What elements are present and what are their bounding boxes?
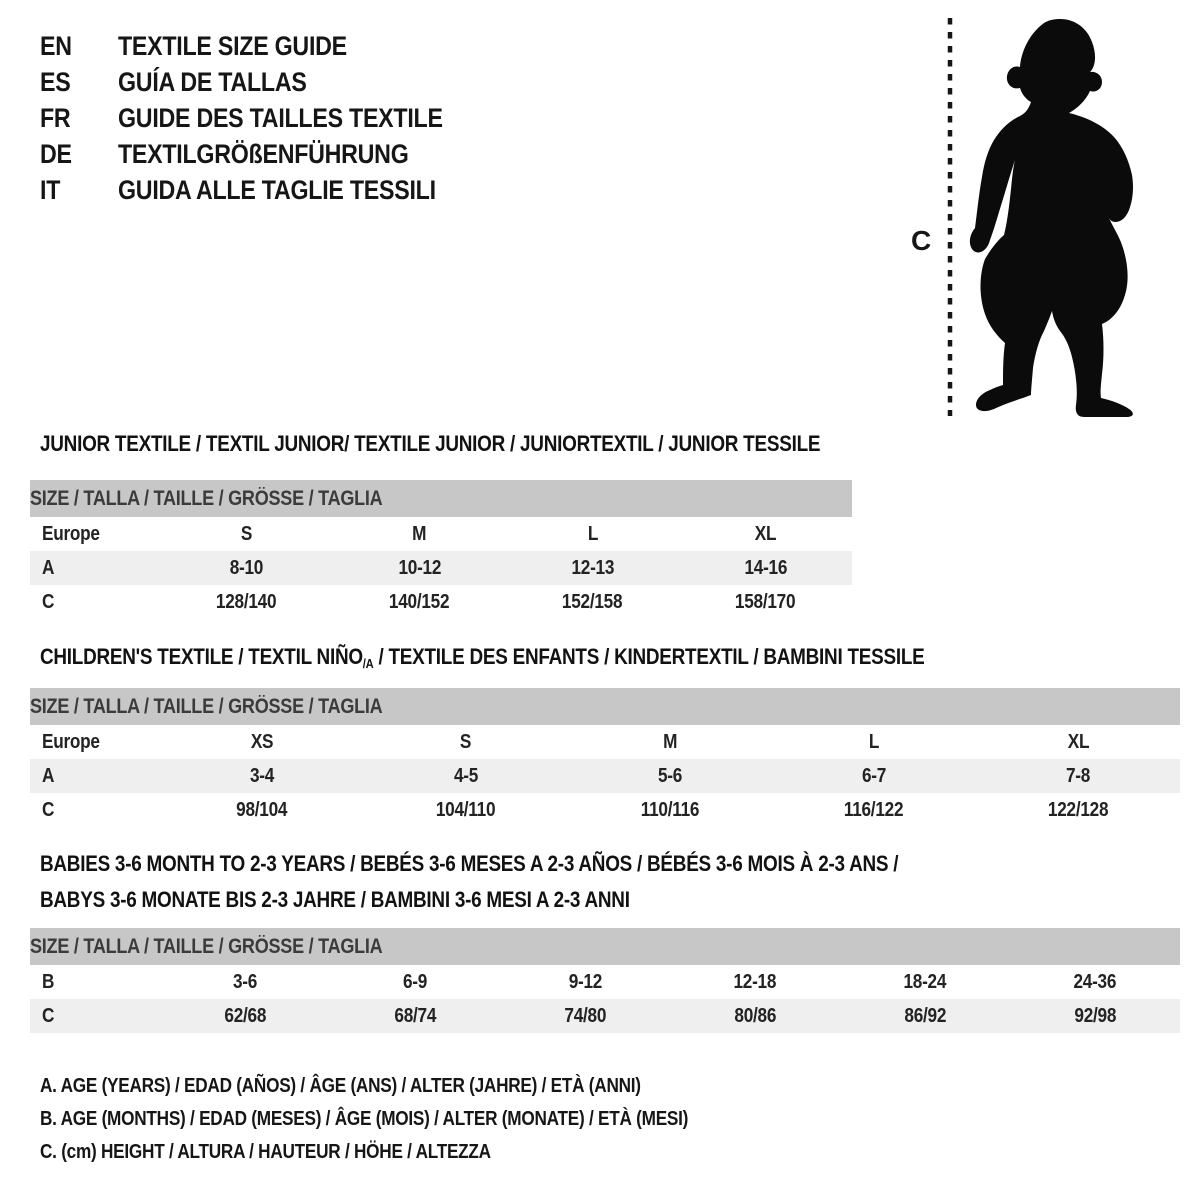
value-cell: 116/122 — [844, 798, 904, 821]
value-cell: 122/128 — [1047, 798, 1109, 821]
value-cell: 128/140 — [216, 590, 277, 613]
language-row-it — [40, 172, 496, 208]
value-cell: 7-8 — [976, 759, 1180, 793]
title-subscript: /A — [362, 656, 374, 671]
size-column-header: XL — [1067, 730, 1089, 753]
value-cell: 140/152 — [389, 590, 450, 613]
junior-size-table — [30, 480, 852, 619]
language-label: TEXTILE SIZE GUIDE — [118, 30, 347, 61]
language-row-en — [40, 28, 496, 64]
value-cell: 62/68 — [160, 999, 330, 1033]
language-label: GUÍA DE TALLAS — [118, 66, 307, 97]
size-header-bar: SIZE / TALLA / TAILLE / GRÖSSE / TAGLIA — [30, 928, 1180, 965]
language-row-de — [40, 136, 496, 172]
value-cell: 10-12 — [333, 551, 506, 585]
language-list — [40, 28, 496, 208]
babies-section-title: BABIES 3-6 MONTH TO 2-3 YEARS / BEBÉS 3-6 MESES A 2-3 AÑOS / BÉBÉS 3-6 MOIS À 2-3 ANS / BABYS 3-6 MONATE BIS 2-3 JAHRE / BAMBINI 3-6 MESI A 2-3 ANNI — [40, 851, 899, 912]
children-section-title: CHILDREN'S TEXTILE / TEXTIL NIÑO/A / TEXTILE DES ENFANTS / KINDERTEXTIL / BAMBINI TESSILE — [40, 644, 925, 671]
value-cell: 98/104 — [236, 798, 288, 821]
value-cell: 92/98 — [1010, 999, 1180, 1033]
table-row-height — [30, 999, 1180, 1033]
legend-line-b: B. AGE (MONTHS) / EDAD (MESES) / ÂGE (MOIS) / ALTER (MONATE) / ETÀ (MESI) — [40, 1108, 689, 1130]
row-label: C — [42, 798, 55, 821]
row-label: C — [42, 590, 55, 613]
value-cell: 8-10 — [160, 551, 333, 585]
height-measure-figure — [893, 10, 1155, 424]
value-cell: 68/74 — [330, 999, 500, 1033]
baby-silhouette — [970, 19, 1133, 417]
measure-label-c: C — [911, 225, 931, 256]
size-column-header: L — [868, 730, 880, 753]
language-code: DE — [40, 138, 72, 169]
row-label: C — [30, 999, 160, 1033]
language-code: IT — [40, 174, 61, 205]
language-code: FR — [40, 102, 71, 133]
language-label: TEXTILGRÖßENFÜHRUNG — [118, 138, 409, 169]
size-column-header: S — [460, 730, 472, 753]
size-header-row — [30, 928, 1180, 965]
value-cell: 9-12 — [568, 970, 602, 993]
column-header-row — [30, 725, 1180, 759]
language-row-fr — [40, 100, 496, 136]
measure-legend — [40, 1070, 794, 1169]
value-cell: 5-6 — [568, 759, 772, 793]
value-cell: 86/92 — [840, 999, 1010, 1033]
size-header-row — [30, 480, 852, 517]
children-size-table — [30, 688, 1180, 827]
size-column-header: L — [587, 522, 598, 545]
table-row-age — [30, 551, 852, 585]
language-code: EN — [40, 30, 72, 61]
size-column-header: S — [240, 522, 253, 545]
size-column-header: XS — [250, 730, 274, 753]
legend-line-a: A. AGE (YEARS) / EDAD (AÑOS) / ÂGE (ANS) / ALTER (JAHRE) / ETÀ (ANNI) — [40, 1075, 641, 1097]
junior-section-title: JUNIOR TEXTILE / TEXTIL JUNIOR/ TEXTILE JUNIOR / JUNIORTEXTIL / JUNIOR TESSILE — [40, 431, 821, 456]
value-cell: 6-7 — [772, 759, 976, 793]
babies-size-table — [30, 928, 1180, 1033]
value-cell: 110/116 — [640, 798, 700, 821]
legend-line-c: C. (cm) HEIGHT / ALTURA / HAUTEUR / HÖHE / ALTEZZA — [40, 1141, 491, 1163]
size-column-header: XL — [754, 522, 777, 545]
table-row-height — [30, 793, 1180, 827]
size-header-bar: SIZE / TALLA / TAILLE / GRÖSSE / TAGLIA — [30, 480, 852, 517]
value-cell: 152/158 — [562, 590, 623, 613]
size-column-header: M — [662, 730, 678, 753]
language-label: GUIDE DES TAILLES TEXTILE — [118, 102, 443, 133]
column-header-row — [30, 517, 852, 551]
value-cell: 104/110 — [436, 798, 496, 821]
language-label: GUIDA ALLE TAGLIE TESSILI — [118, 174, 436, 205]
value-cell: 14-16 — [679, 551, 852, 585]
table-row-months — [30, 965, 1180, 999]
value-cell: 12-13 — [506, 551, 679, 585]
value-cell: 158/170 — [735, 590, 796, 613]
row-label: A — [30, 759, 160, 793]
value-cell: 18-24 — [903, 970, 947, 993]
value-cell: 6-9 — [402, 970, 428, 993]
value-cell: 3-6 — [232, 970, 258, 993]
region-header-cell: Europe — [42, 730, 100, 753]
size-header-bar: SIZE / TALLA / TAILLE / GRÖSSE / TAGLIA — [30, 688, 1180, 725]
size-column-header: M — [412, 522, 427, 545]
language-code: ES — [40, 66, 71, 97]
value-cell: 4-5 — [364, 759, 568, 793]
value-cell: 3-4 — [160, 759, 364, 793]
row-label: A — [30, 551, 160, 585]
value-cell: 24-36 — [1073, 970, 1117, 993]
table-row-height — [30, 585, 852, 619]
value-cell: 12-18 — [733, 970, 777, 993]
row-label: B — [42, 970, 55, 993]
table-row-age — [30, 759, 1180, 793]
value-cell: 74/80 — [500, 999, 670, 1033]
region-header-cell: Europe — [42, 522, 100, 545]
value-cell: 80/86 — [670, 999, 840, 1033]
size-header-row — [30, 688, 1180, 725]
language-row-es — [40, 64, 496, 100]
